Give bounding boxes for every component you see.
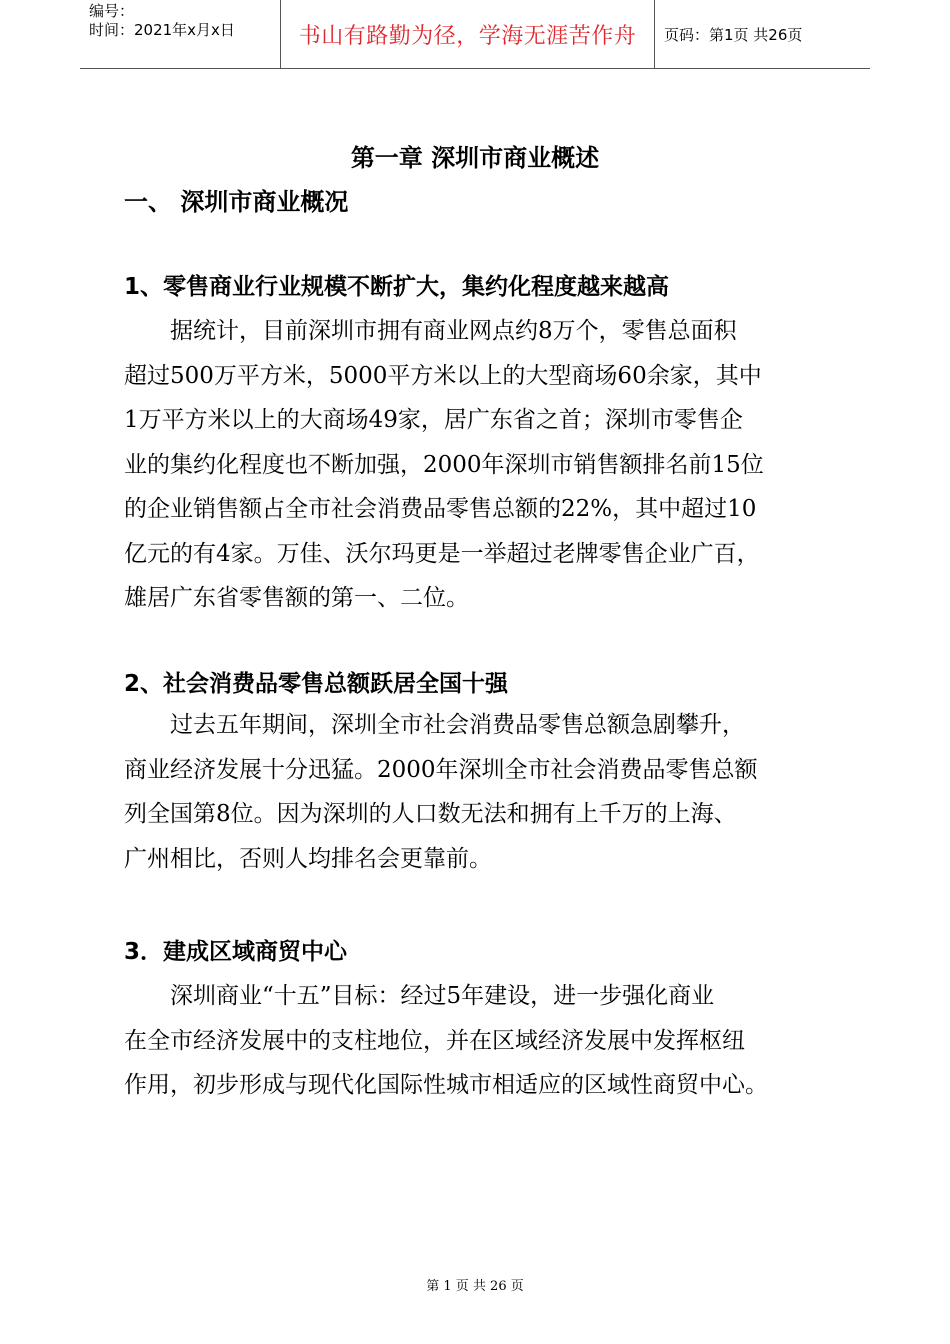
paragraph-line: 超过500万平方米，5000平方米以上的大型商场60余家，其中 bbox=[124, 362, 762, 389]
subsection-heading-2: 2、社会消费品零售总额跃居全国十强 bbox=[124, 671, 509, 697]
page-footer: 第 1 页 共 26 页 bbox=[426, 1279, 524, 1294]
header-code-label: 编号： bbox=[89, 2, 135, 20]
paragraph-line: 列全国第8位。因为深圳的人口数无法和拥有上千万的上海、 bbox=[124, 801, 737, 827]
header-motto: 书山有路勤为径，学海无涯苦作舟 bbox=[281, 0, 655, 68]
subsection-paragraph-3 bbox=[124, 974, 834, 1108]
paragraph-line: 过去五年期间，深圳全市社会消费品零售总额急剧攀升， bbox=[170, 712, 745, 738]
chapter-title: 第一章 深圳市商业概述 bbox=[350, 144, 600, 172]
paragraph-line: 商业经济发展十分迅猛。2000年深圳全市社会消费品零售总额 bbox=[124, 756, 758, 783]
section-title: 一、 深圳市商业概况 bbox=[124, 188, 349, 216]
page-header bbox=[80, 0, 870, 69]
paragraph-line: 1万平方米以上的大商场49家，居广东省之首；深圳市零售企 bbox=[124, 407, 743, 433]
subsection-heading-1: 1、零售商业行业规模不断扩大，集约化程度越来越高 bbox=[124, 274, 670, 300]
subsection-paragraph-1 bbox=[124, 309, 834, 621]
paragraph-line: 在全市经济发展中的支柱地位，并在区域经济发展中发挥枢纽 bbox=[124, 1027, 745, 1054]
header-time-label: 时间：2021年x月x日 bbox=[89, 21, 235, 39]
header-page-info: 页码：第1页 共26页 bbox=[664, 25, 803, 44]
subsection-heading-3: 3．建成区域商贸中心 bbox=[124, 939, 348, 965]
paragraph-line: 据统计，目前深圳市拥有商业网点约8万个，零售总面积 bbox=[170, 318, 737, 344]
paragraph-line: 深圳商业“十五”目标：经过5年建设，进一步强化商业 bbox=[170, 983, 715, 1009]
subsection-paragraph-2 bbox=[124, 703, 834, 881]
paragraph-line: 广州相比，否则人均排名会更靠前。 bbox=[124, 845, 492, 872]
paragraph-line: 的企业销售额占全市社会消费品零售总额的22%，其中超过10 bbox=[124, 496, 757, 522]
paragraph-line: 亿元的有4家。万佳、沃尔玛更是一举超过老牌零售企业广百， bbox=[124, 540, 760, 567]
paragraph-line: 雄居广东省零售额的第一、二位。 bbox=[124, 585, 469, 611]
header-meta bbox=[80, 0, 281, 68]
paragraph-line: 业的集约化程度也不断加强，2000年深圳市销售额排名前15位 bbox=[124, 451, 764, 478]
paragraph-line: 作用，初步形成与现代化国际性城市相适应的区域性商贸中心。 bbox=[124, 1072, 768, 1098]
